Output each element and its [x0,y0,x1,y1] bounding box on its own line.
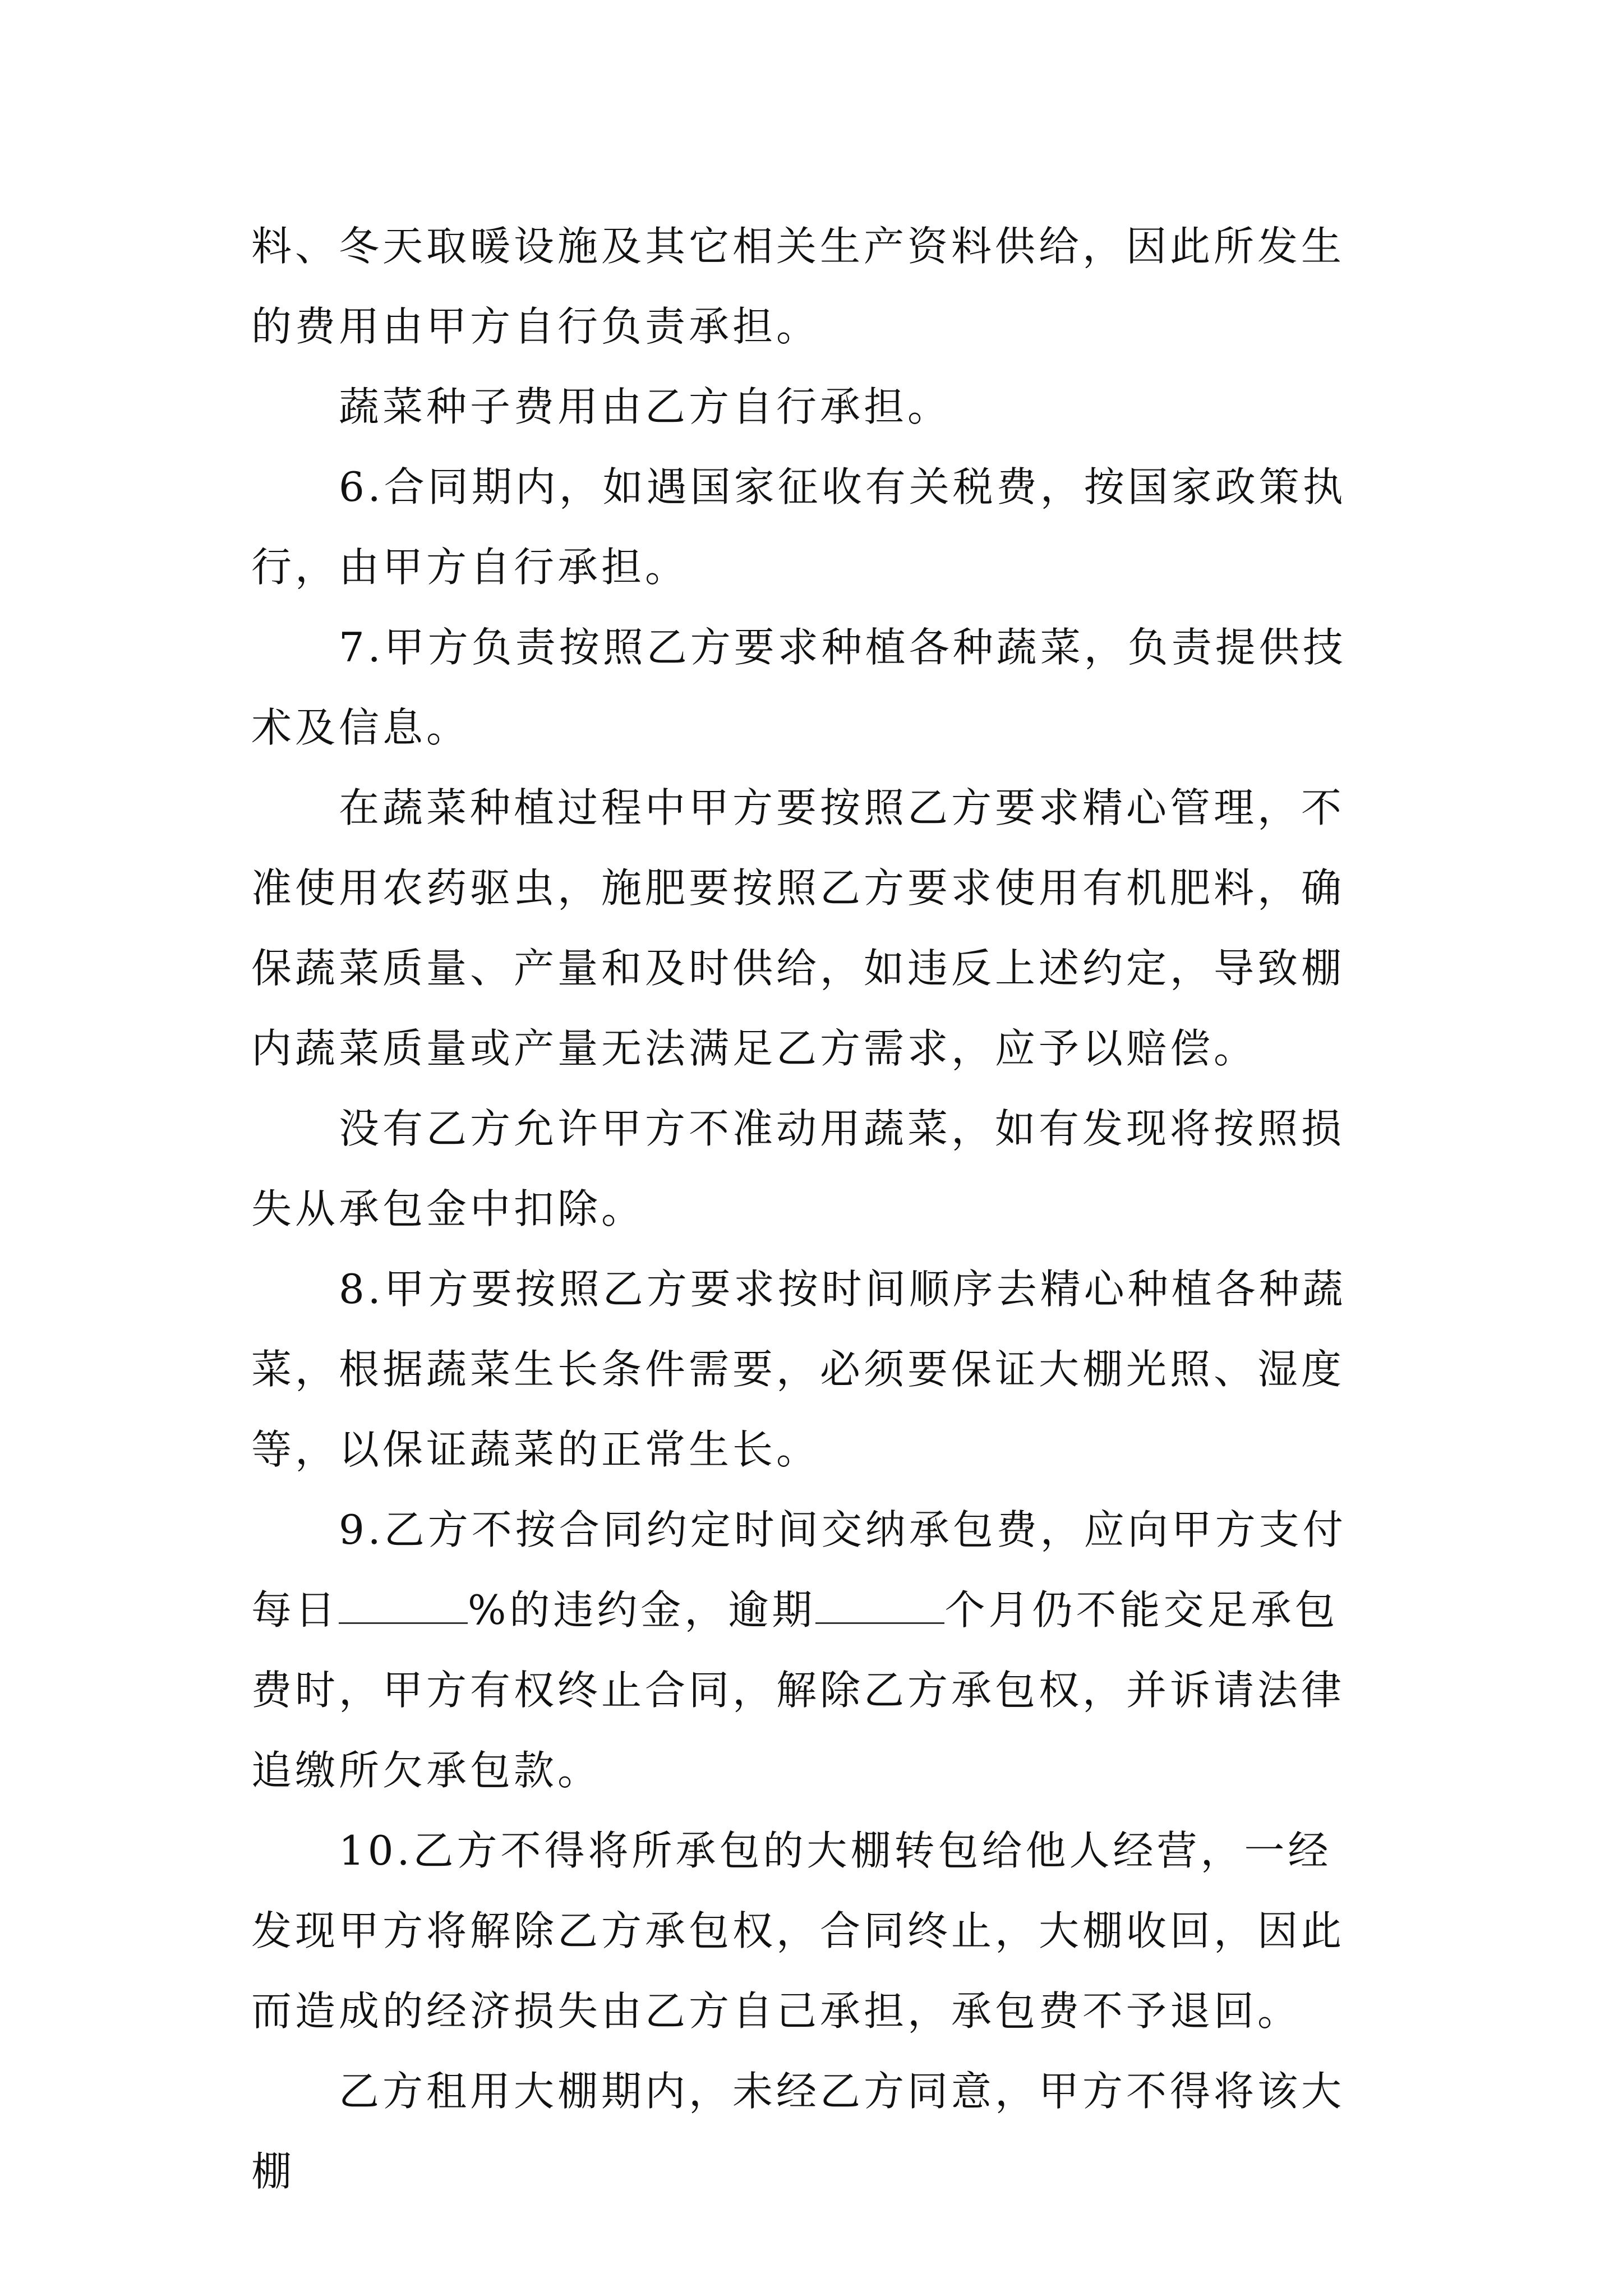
clause-9-part-3: 个月仍不能交足承包费时，甲方有权终止合同，解除乙方承包权，并诉请法律追缴所欠承包款。 [251,1586,1345,1794]
paragraph-vegetable-use: 没有乙方允许甲方不准动用蔬菜，如有发现将按照损失从承包金中扣除。 [251,1105,1345,1232]
paragraph-seed-cost: 蔬菜种子费用由乙方自行承担。 [339,383,952,430]
blank-overdue-months [815,1585,944,1624]
paragraph-lease-period: 乙方租用大棚期内，未经乙方同意，甲方不得将该大棚 [251,2068,1345,2195]
paragraph-planting-management: 在蔬菜种植过程中甲方要按照乙方要求精心管理，不准使用农药驱虫，施肥要按照乙方要求使用有机肥料，确保蔬菜质量、产量和及时供给，如违反上述约定，导致棚内蔬菜质量或产量无法满足乙方需求，应予以赔偿。 [251,784,1345,1072]
paragraph-clause-8: 8.甲方要按照乙方要求按时间顺序去精心种植各种蔬菜，根据蔬菜生长条件需要，必须要保证大棚光照、湿度等，以保证蔬菜的正常生长。 [251,1266,1347,1473]
contract-text-body [251,206,1372,2212]
paragraph-clause-7: 7.甲方负责按照乙方要求种植各种蔬菜，负责提供技术及信息。 [251,624,1347,751]
blank-penalty-rate [339,1585,468,1624]
clause-9-part-1: 9.乙方不按合同约定时间交纳承包费，应向甲方支付每日 [251,1506,1347,1634]
paragraph-clause-10: 10.乙方不得将所承包的大棚转包给他人经营，一经发现甲方将解除乙方承包权，合同终止，大棚收回，因此而造成的经济损失由乙方自己承担，承包费不予退回。 [251,1827,1345,2035]
paragraph-clause-6: 6.合同期内，如遇国家征收有关税费，按国家政策执行，由甲方自行承担。 [251,463,1347,591]
paragraph-supplies-cost: 料、冬天取暖设施及其它相关生产资料供给，因此所发生的费用由甲方自行负责承担。 [251,223,1345,350]
clause-9-part-2: %的违约金，逾期 [468,1586,816,1634]
paragraph-clause-9 [251,1490,1372,1811]
